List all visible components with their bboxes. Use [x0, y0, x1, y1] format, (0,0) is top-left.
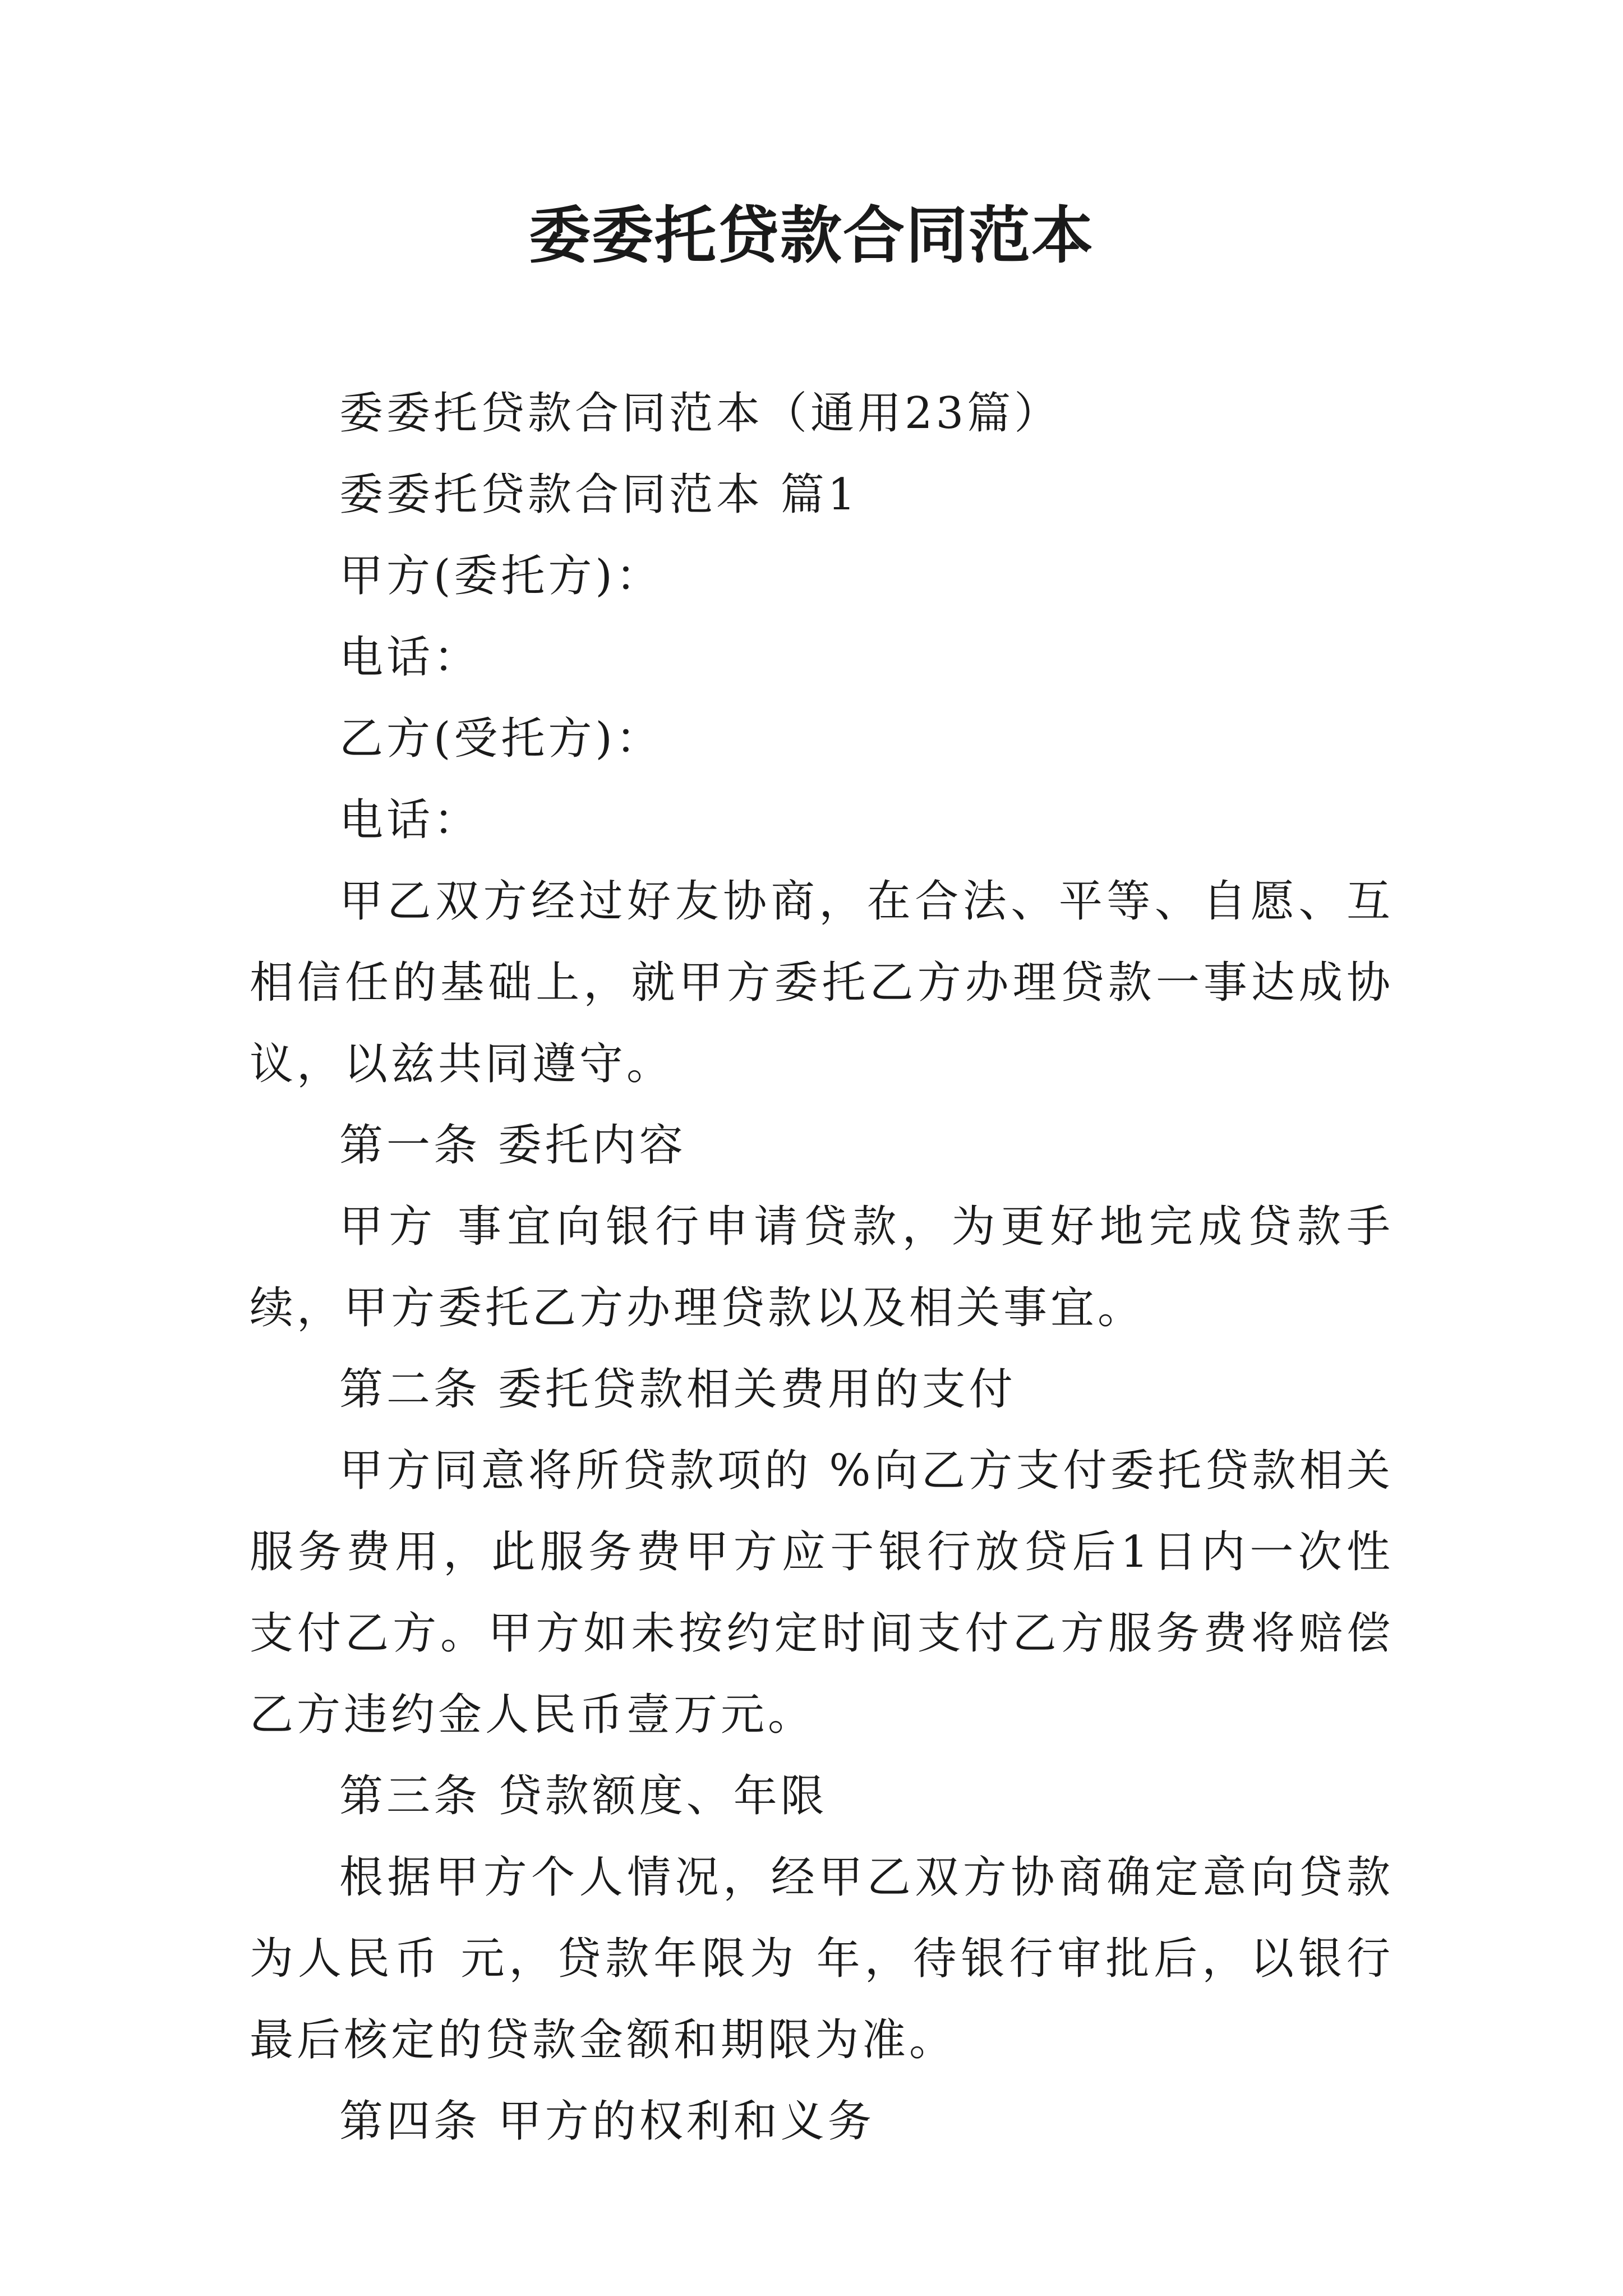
article-4-heading: 第四条 甲方的权利和义务 [339, 2096, 875, 2147]
article-2-heading: 第二条 委托贷款相关费用的支付 [339, 1364, 1016, 1415]
article-3-heading: 第三条 贷款额度、年限 [339, 1771, 828, 1821]
agreement-intro-paragraph: 甲乙双方经过好友协商，在合法、平等、自愿、互相信任的基础上，就甲方委托乙方办理贷款一事达成协议，以兹共同遵守。 [250, 876, 1394, 1089]
party-a-label: 甲方(委托方)： [339, 551, 663, 601]
article-1-heading: 第一条 委托内容 [339, 1120, 686, 1171]
section-heading-paragraph: 委委托贷款合同范本 篇1 [339, 470, 859, 520]
party-a-phone-label: 电话： [339, 632, 481, 683]
party-b-label: 乙方(受托方)： [339, 714, 663, 764]
party-b-phone-label: 电话： [339, 795, 481, 845]
subtitle-paragraph: 委委托贷款合同范本（通用23篇） [339, 388, 1062, 439]
article-3-body: 根据甲方个人情况，经甲乙双方协商确定意向贷款为人民币 元，贷款年限为 年，待银行审批后，以银行最后核定的贷款金额和期限为准。 [250, 1852, 1394, 2065]
article-1-body: 甲方 事宜向银行申请贷款，为更好地完成贷款手续，甲方委托乙方办理贷款以及相关事宜。 [250, 1202, 1394, 1333]
page-title: 委委托贷款合同范本 [529, 200, 1094, 272]
article-2-body: 甲方同意将所贷款项的 %向乙方支付委托贷款相关服务费用，此服务费甲方应于银行放贷后1日内一次性支付乙方。甲方如未按约定时间支付乙方服务费将赔偿乙方违约金人民币壹万元。 [250, 1446, 1394, 1740]
document-body [250, 373, 1394, 2162]
